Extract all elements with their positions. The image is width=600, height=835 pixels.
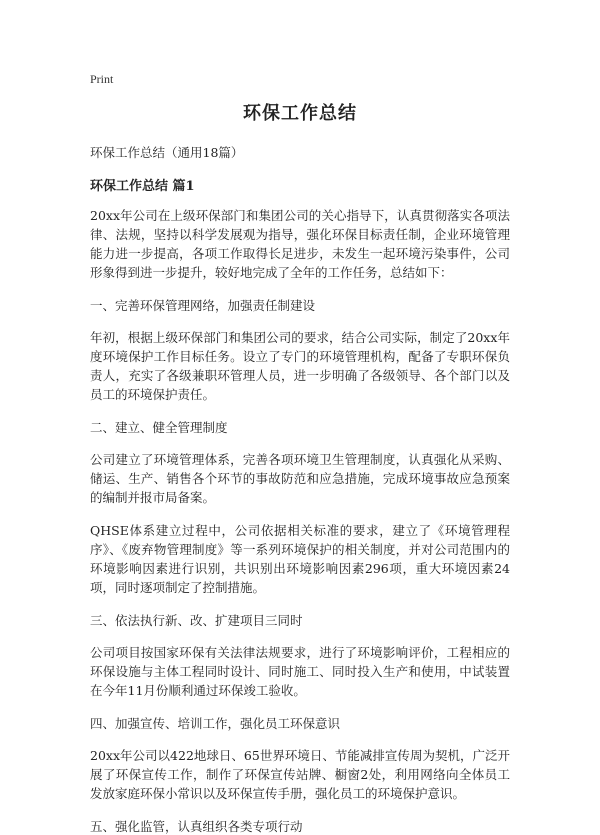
document-subtitle: 环保工作总结（通用18篇） <box>90 145 244 160</box>
section-2-paragraph-1: 公司建立了环境管理体系，完善各项环境卫生管理制度，认真强化从采购、储运、生产、销售各个环节的事故防范和应急措施，完成环境事故应急预案的编制并报市局备案。 <box>90 452 510 505</box>
print-label: Print <box>90 72 114 86</box>
section-1-heading: 一、完善环保管理网络，加强责任制建设 <box>90 298 316 313</box>
section-1-paragraph: 年初，根据上级环保部门和集团公司的要求，结合公司实际，制定了20xx年度环境保护工作目标任务。设立了专门的环境管理机构，配备了专职环保负责人，充实了各级兼职环管理人员，进一步明确了各级领导、各个部门以及员工的环境保护责任。 <box>90 330 510 402</box>
document-title: 环保工作总结 <box>243 103 357 124</box>
section-3-paragraph: 公司项目按国家环保有关法律法规要求，进行了环境影响评价，工程相应的环保设施与主体工程同时设计、同时施工、同时投入生产和使用，中试装置在今年11月份顺利通过环保竣工验收。 <box>90 645 510 698</box>
section-2-heading: 二、建立、健全管理制度 <box>90 420 228 435</box>
section-3-heading: 三、依法执行新、改、扩建项目三同时 <box>90 613 303 628</box>
section-2-paragraph-2: QHSE体系建立过程中，公司依据相关标准的要求，建立了《环境管理程序》、《废弃物管理制度》等一系列环境保护的相关制度，并对公司范围内的环境影响因素进行识别，共识别出环境影响因素296项，重大环境因素24项，同时逐项制定了控制措施。 <box>90 523 510 595</box>
part-heading: 环保工作总结 篇1 <box>90 179 195 194</box>
intro-paragraph: 20xx年公司在上级环保部门和集团公司的关心指导下，认真贯彻落实各项法律、法规，坚持以科学发展观为指导，强化环保目标责任制，企业环境管理能力进一步提高，各项工作取得长足进步，未发生一起环境污染事件，公司形象得到进一步提升，较好地完成了全年的工作任务，总结如下： <box>90 208 510 280</box>
section-4-heading: 四、加强宣传、培训工作，强化员工环保意识 <box>90 716 341 731</box>
section-5-heading: 五、强化监管，认真组织各类专项行动 <box>90 819 303 834</box>
section-4-paragraph: 20xx年公司以422地球日、65世界环境日、节能减排宣传周为契机，广泛开展了环保宣传工作，制作了环保宣传站牌、橱窗2处，利用网络向全体员工发放家庭环保小常识以及环保宣传手册，强化员工的环境保护意识。 <box>90 748 510 801</box>
